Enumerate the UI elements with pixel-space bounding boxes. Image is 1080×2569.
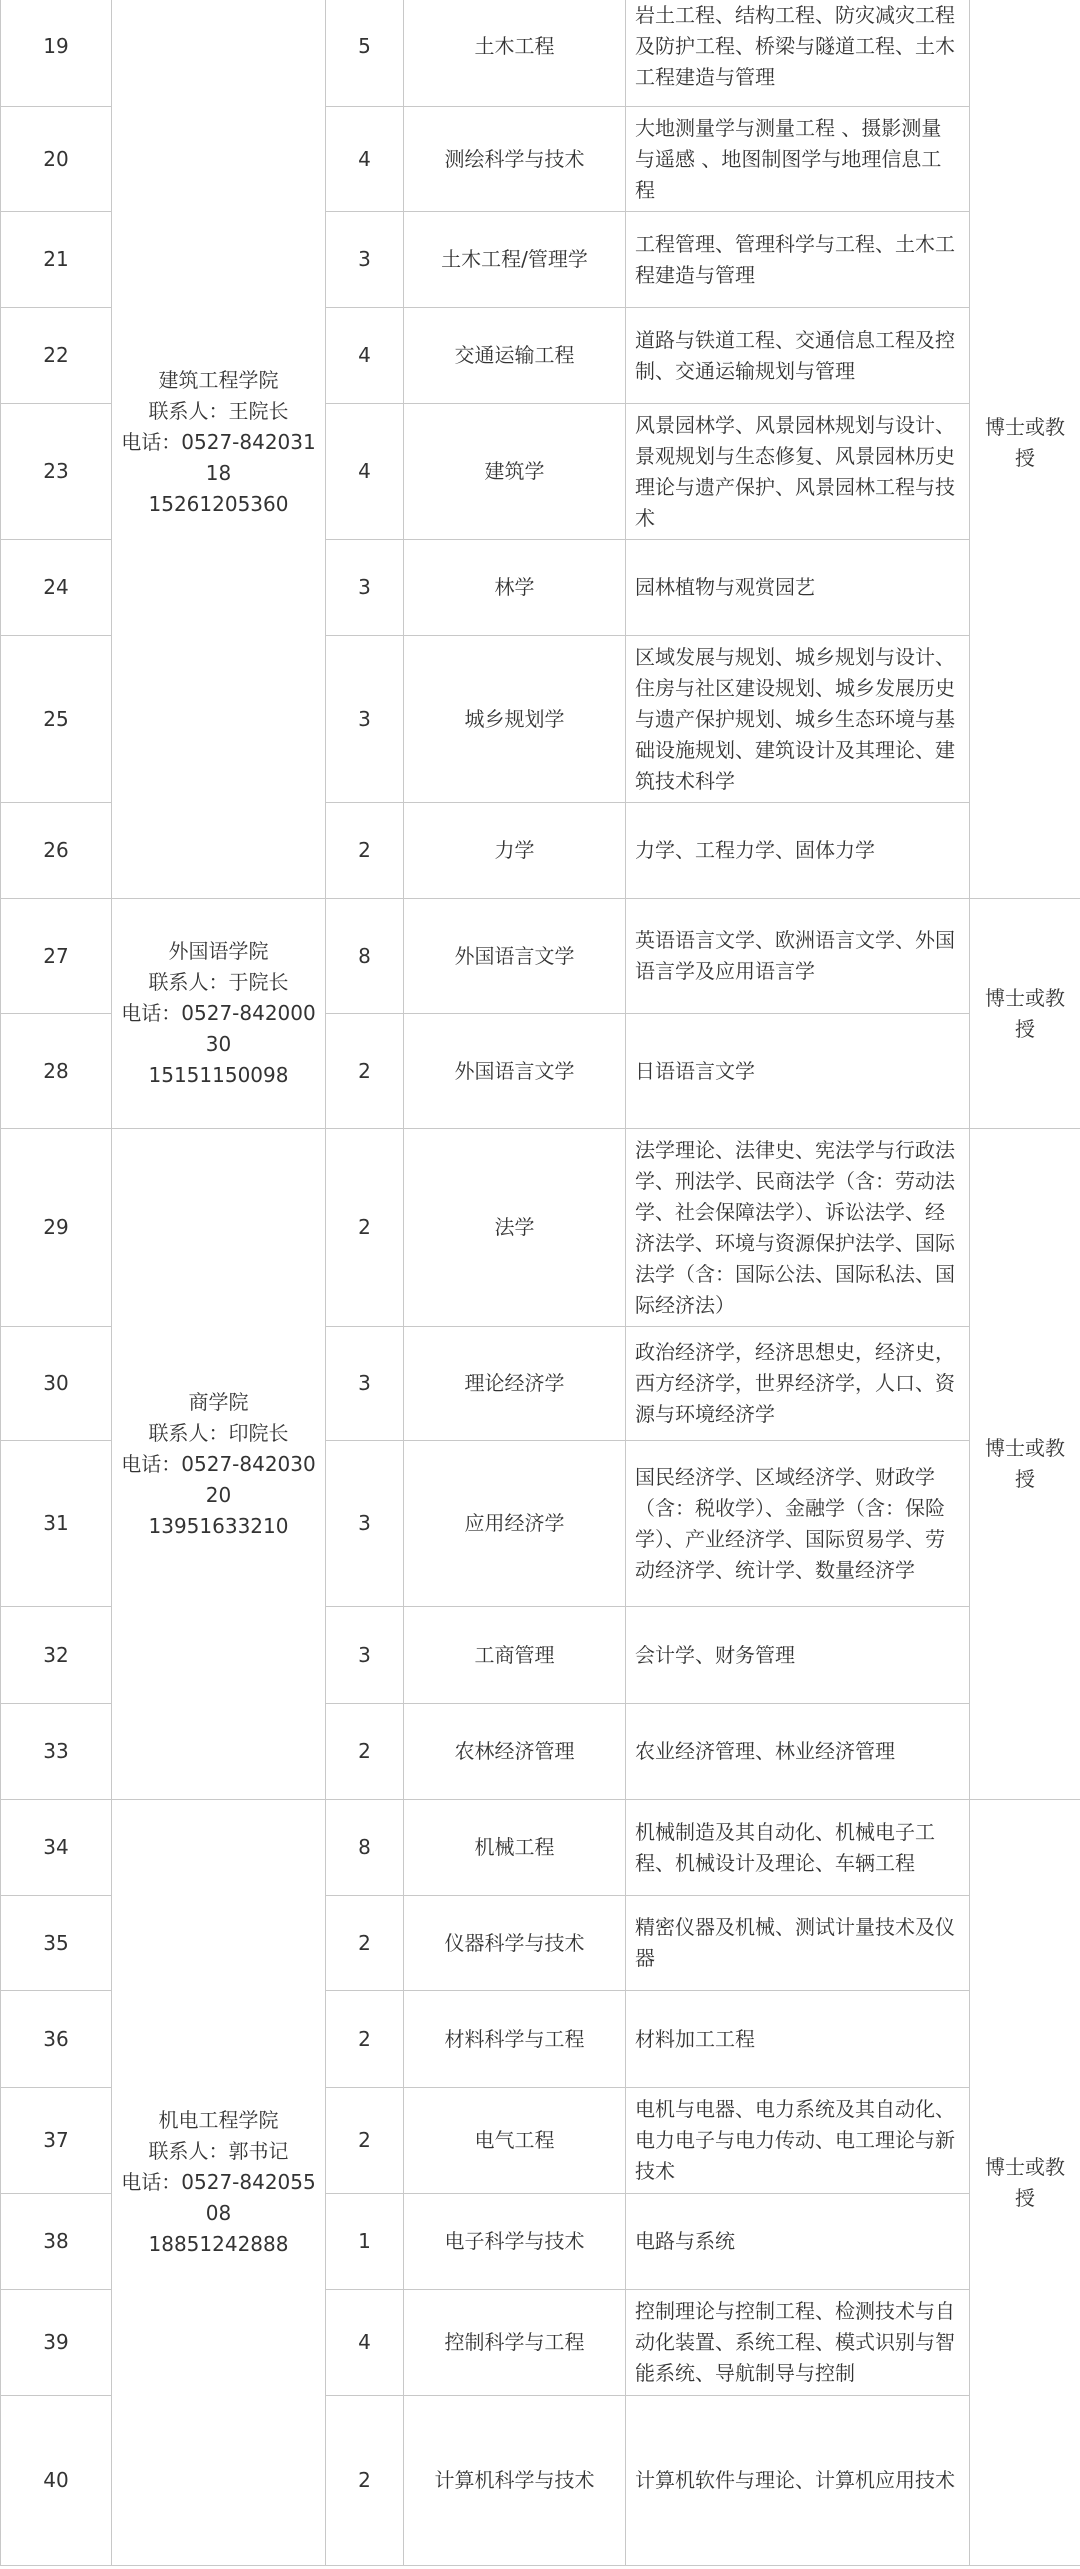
- research-directions: 力学、工程力学、固体力学: [626, 803, 970, 899]
- position-count: 2: [326, 1129, 404, 1327]
- position-count: 8: [326, 899, 404, 1014]
- position-count: 4: [326, 2290, 404, 2396]
- position-count: 2: [326, 2396, 404, 2566]
- college-contact: 联系人：郭书记: [148, 2139, 289, 2163]
- college-contact: 联系人：王院长: [148, 399, 289, 423]
- college-phone-ext: 20: [205, 1482, 232, 1507]
- research-directions: 政治经济学，经济思想史，经济史，西方经济学，世界经济学，人口、资源与环境经济学: [626, 1327, 970, 1441]
- degree-requirement: 博士或教 授: [985, 414, 1065, 470]
- position-count: 1: [326, 2194, 404, 2290]
- research-directions: 区域发展与规划、城乡规划与设计、住房与社区建设规划、城乡发展历史与遗产保护规划、城乡生态环境与基础设施规划、建筑设计及其理论、建筑技术科学: [626, 636, 970, 803]
- position-count: 5: [326, 0, 404, 107]
- discipline-name: 城乡规划学: [404, 636, 626, 803]
- discipline-name: 材料科学与工程: [404, 1991, 626, 2088]
- discipline-name: 法学: [404, 1129, 626, 1327]
- research-directions: 园林植物与观赏园艺: [626, 540, 970, 636]
- research-directions: 道路与铁道工程、交通信息工程及控制、交通运输规划与管理: [626, 308, 970, 404]
- research-directions: 日语语言文学: [626, 1014, 970, 1129]
- row-number: 31: [1, 1441, 112, 1607]
- discipline-name: 工商管理: [404, 1607, 626, 1704]
- research-directions: 农业经济管理、林业经济管理: [626, 1704, 970, 1800]
- discipline-name: 力学: [404, 803, 626, 899]
- row-number: 35: [1, 1896, 112, 1991]
- research-directions: 电机与电器、电力系统及其自动化、电力电子与电力传动、电工理论与新技术: [626, 2088, 970, 2194]
- position-count: 3: [326, 1327, 404, 1441]
- position-count: 4: [326, 308, 404, 404]
- discipline-name: 外国语言文学: [404, 1014, 626, 1129]
- discipline-name: 控制科学与工程: [404, 2290, 626, 2396]
- row-number: 40: [1, 2396, 112, 2566]
- research-directions: 风景园林学、风景园林规划与设计、景观规划与生态修复、风景园林历史理论与遗产保护、风景园林工程与技术: [626, 404, 970, 540]
- college-mobile: 15151150098: [148, 1063, 289, 1087]
- discipline-name: 仪器科学与技术: [404, 1896, 626, 1991]
- requirement-cell: [970, 1800, 1080, 2566]
- position-count: 2: [326, 1014, 404, 1129]
- college-mobile: 18851242888: [148, 2232, 289, 2256]
- discipline-name: 交通运输工程: [404, 308, 626, 404]
- row-number: 30: [1, 1327, 112, 1441]
- row-number: 19: [1, 0, 112, 107]
- row-number: 27: [1, 899, 112, 1014]
- row-number: 37: [1, 2088, 112, 2194]
- table-row: [1, 899, 1080, 1014]
- college-contact: 联系人：印院长: [148, 1420, 289, 1445]
- college-name: 机电工程学院: [158, 2108, 279, 2132]
- discipline-name: 机械工程: [404, 1800, 626, 1896]
- row-number: 26: [1, 803, 112, 899]
- row-number: 34: [1, 1800, 112, 1896]
- row-number: 23: [1, 404, 112, 540]
- discipline-name: 农林经济管理: [404, 1704, 626, 1800]
- position-count: 8: [326, 1800, 404, 1896]
- row-number: 24: [1, 540, 112, 636]
- row-number: 36: [1, 1991, 112, 2088]
- research-directions: 国民经济学、区域经济学、财政学（含：税收学）、金融学（含：保险学）、产业经济学、国际贸易学、劳动经济学、统计学、数量经济学: [626, 1441, 970, 1607]
- college-name: 外国语学院: [168, 939, 269, 963]
- college-name: 商学院: [188, 1389, 249, 1414]
- position-count: 3: [326, 636, 404, 803]
- discipline-name: 土木工程: [404, 0, 626, 107]
- research-directions: 岩土工程、结构工程、防灾减灾工程及防护工程、桥梁与隧道工程、土木工程建造与管理: [626, 0, 970, 107]
- discipline-name: 林学: [404, 540, 626, 636]
- discipline-name: 电子科学与技术: [404, 2194, 626, 2290]
- row-number: 28: [1, 1014, 112, 1129]
- requirement-cell: [970, 899, 1080, 1129]
- college-phone: 电话：0527-842031: [121, 430, 316, 454]
- college-cell: [112, 899, 326, 1129]
- row-number: 39: [1, 2290, 112, 2396]
- discipline-name: 理论经济学: [404, 1327, 626, 1441]
- college-mobile: 15261205360: [148, 492, 289, 516]
- research-directions: 会计学、财务管理: [626, 1607, 970, 1704]
- requirement-cell: [970, 0, 1080, 899]
- college-contact: 联系人：于院长: [148, 970, 289, 994]
- degree-requirement: 博士或教 授: [985, 1436, 1065, 1491]
- discipline-name: 土木工程/管理学: [404, 212, 626, 308]
- research-directions: 法学理论、法律史、宪法学与行政法学、刑法学、民商法学（含：劳动法学、社会保障法学）、诉讼法学、经济法学、环境与资源保护法学、国际法学（含：国际公法、国际私法、国际经济法）: [626, 1129, 970, 1327]
- discipline-name: 电气工程: [404, 2088, 626, 2194]
- discipline-name: 建筑学: [404, 404, 626, 540]
- research-directions: 大地测量学与测量工程 、摄影测量与遥感 、地图制图学与地理信息工程: [626, 107, 970, 212]
- discipline-name: 外国语言文学: [404, 899, 626, 1014]
- research-directions: 英语语言文学、欧洲语言文学、外国语言学及应用语言学: [626, 899, 970, 1014]
- research-directions: 控制理论与控制工程、检测技术与自动化装置、系统工程、模式识别与智能系统、导航制导与控制: [626, 2290, 970, 2396]
- row-number: 38: [1, 2194, 112, 2290]
- position-count: 2: [326, 1896, 404, 1991]
- position-count: 2: [326, 803, 404, 899]
- row-number: 20: [1, 107, 112, 212]
- research-directions: 材料加工工程: [626, 1991, 970, 2088]
- degree-requirement: 博士或教 授: [985, 2154, 1065, 2210]
- row-number: 32: [1, 1607, 112, 1704]
- table-row: [1, 1129, 1080, 1327]
- college-mobile: 13951633210: [148, 1513, 289, 1538]
- position-count: 3: [326, 212, 404, 308]
- position-count: 3: [326, 1441, 404, 1607]
- college-phone-ext: 30: [205, 1032, 232, 1056]
- row-number: 33: [1, 1704, 112, 1800]
- row-number: 29: [1, 1129, 112, 1327]
- table-row: [1, 0, 1080, 107]
- research-directions: 机械制造及其自动化、机械电子工程、机械设计及理论、车辆工程: [626, 1800, 970, 1896]
- table-row: [1, 1800, 1080, 1896]
- position-count: 4: [326, 404, 404, 540]
- college-phone-ext: 18: [205, 461, 232, 485]
- college-cell: [112, 1800, 326, 2566]
- row-number: 25: [1, 636, 112, 803]
- college-name: 建筑工程学院: [158, 368, 279, 392]
- discipline-name: 测绘科学与技术: [404, 107, 626, 212]
- college-cell: [112, 1129, 326, 1800]
- row-number: 21: [1, 212, 112, 308]
- research-directions: 工程管理、管理科学与工程、土木工程建造与管理: [626, 212, 970, 308]
- position-count: 3: [326, 540, 404, 636]
- college-phone: 电话：0527-842030: [121, 1451, 316, 1476]
- requirement-cell: [970, 1129, 1080, 1800]
- college-phone: 电话：0527-842055: [121, 2170, 316, 2194]
- discipline-name: 计算机科学与技术: [404, 2396, 626, 2566]
- college-cell: [112, 0, 326, 899]
- discipline-name: 应用经济学: [404, 1441, 626, 1607]
- research-directions: 精密仪器及机械、测试计量技术及仪器: [626, 1896, 970, 1991]
- research-directions: 计算机软件与理论、计算机应用技术: [626, 2396, 970, 2566]
- college-phone-ext: 08: [205, 2201, 232, 2225]
- position-count: 2: [326, 2088, 404, 2194]
- degree-requirement: 博士或教 授: [985, 985, 1065, 1041]
- research-directions: 电路与系统: [626, 2194, 970, 2290]
- position-count: 2: [326, 1704, 404, 1800]
- position-count: 4: [326, 107, 404, 212]
- position-count: 2: [326, 1991, 404, 2088]
- college-phone: 电话：0527-842000: [121, 1001, 316, 1025]
- position-count: 3: [326, 1607, 404, 1704]
- row-number: 22: [1, 308, 112, 404]
